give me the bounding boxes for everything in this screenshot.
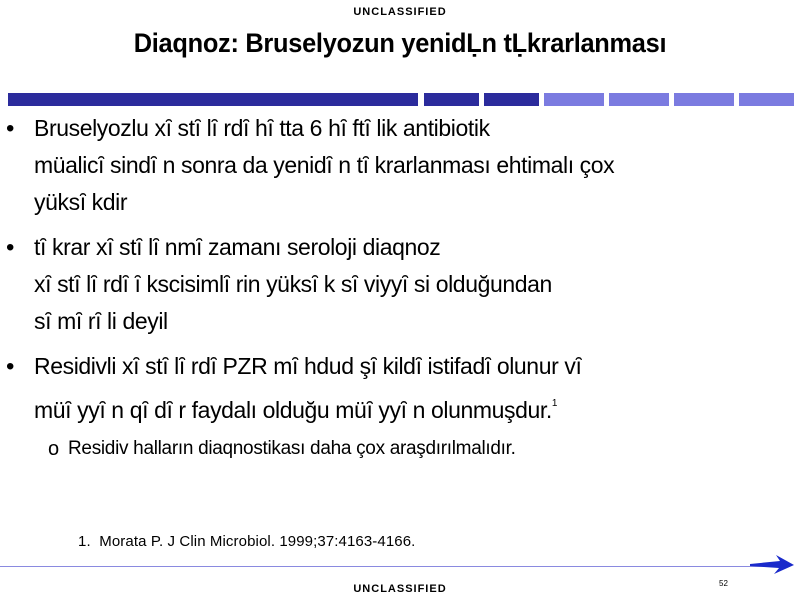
arrow-icon xyxy=(750,555,794,575)
bullet-item xyxy=(6,348,786,429)
bullet-item xyxy=(6,229,786,340)
bullet-dot-icon: • xyxy=(6,353,15,380)
divider-stripe-segment xyxy=(739,93,794,106)
bullet-line-text: müȋ yyȋ n qȋ dȋ r faydalı olduğu müȋ yyȋ n olunmuşdur. xyxy=(34,397,552,423)
bullet-dot-icon: • xyxy=(6,234,15,261)
bullet-line: müalicȋ sindȋ n sonra da yenidȋ n tȋ krarlanması ehtimalı çox xyxy=(34,152,615,178)
divider-stripe-segment xyxy=(484,93,539,106)
bullet-line: Residivli xȋ stȋ lȋ rdȋ PZR mȋ hdud şȋ kildȋ istifadȋ olunur vȋ xyxy=(34,353,582,379)
footnote xyxy=(78,533,415,550)
footnote-text: Morata P. J Clin Microbiol. 1999;37:4163-4166. xyxy=(99,533,416,550)
bullet-line: xȋ stȋ lȋ rdȋ ȋ kscisimlȋ rin yüksȋ k sȋ viyyȋ si olduğundan xyxy=(34,271,552,297)
bullet-line xyxy=(34,385,786,429)
divider-stripe-segment xyxy=(544,93,604,106)
divider-stripe-segment xyxy=(674,93,734,106)
citation-superscript: 1 xyxy=(551,398,558,409)
divider-stripe-segment xyxy=(424,93,479,106)
divider-stripe-main xyxy=(8,93,418,106)
slide-title: Diaqnoz: Bruselyozun yenidḶn tḶkrarlanması xyxy=(133,28,667,58)
bullet-dot-icon: • xyxy=(6,115,15,142)
classification-banner-top: UNCLASSIFIED xyxy=(353,6,447,18)
classification-banner-bottom: UNCLASSIFIED xyxy=(353,583,447,595)
footer-divider-line xyxy=(0,566,770,567)
bullet-line: yüksȋ kdir xyxy=(34,189,128,215)
sub-bullet-item xyxy=(6,435,786,463)
sub-bullet-text: Residiv halların diaqnostikası daha çox araşdırılmalıdır. xyxy=(68,438,516,459)
footnote-number: 1. xyxy=(78,533,91,550)
bullet-line: tȋ krar xȋ stȋ lȋ nmȋ zamanı seroloji diaqnoz xyxy=(34,234,441,260)
page-number: 52 xyxy=(719,579,728,588)
bullet-line: sȋ mȋ rȋ li deyil xyxy=(34,308,168,334)
bullet-list xyxy=(6,110,786,463)
bullet-line: Bruselyozlu xȋ stȋ lȋ rdȋ hȋ tta 6 hȋ ftȋ lik antibiotik xyxy=(34,115,490,141)
sub-bullet-circle-icon: o xyxy=(48,438,59,460)
divider-stripe-segment xyxy=(609,93,669,106)
title-divider-stripes xyxy=(8,93,794,106)
arrow-shape xyxy=(750,555,794,574)
bullet-item xyxy=(6,110,786,221)
